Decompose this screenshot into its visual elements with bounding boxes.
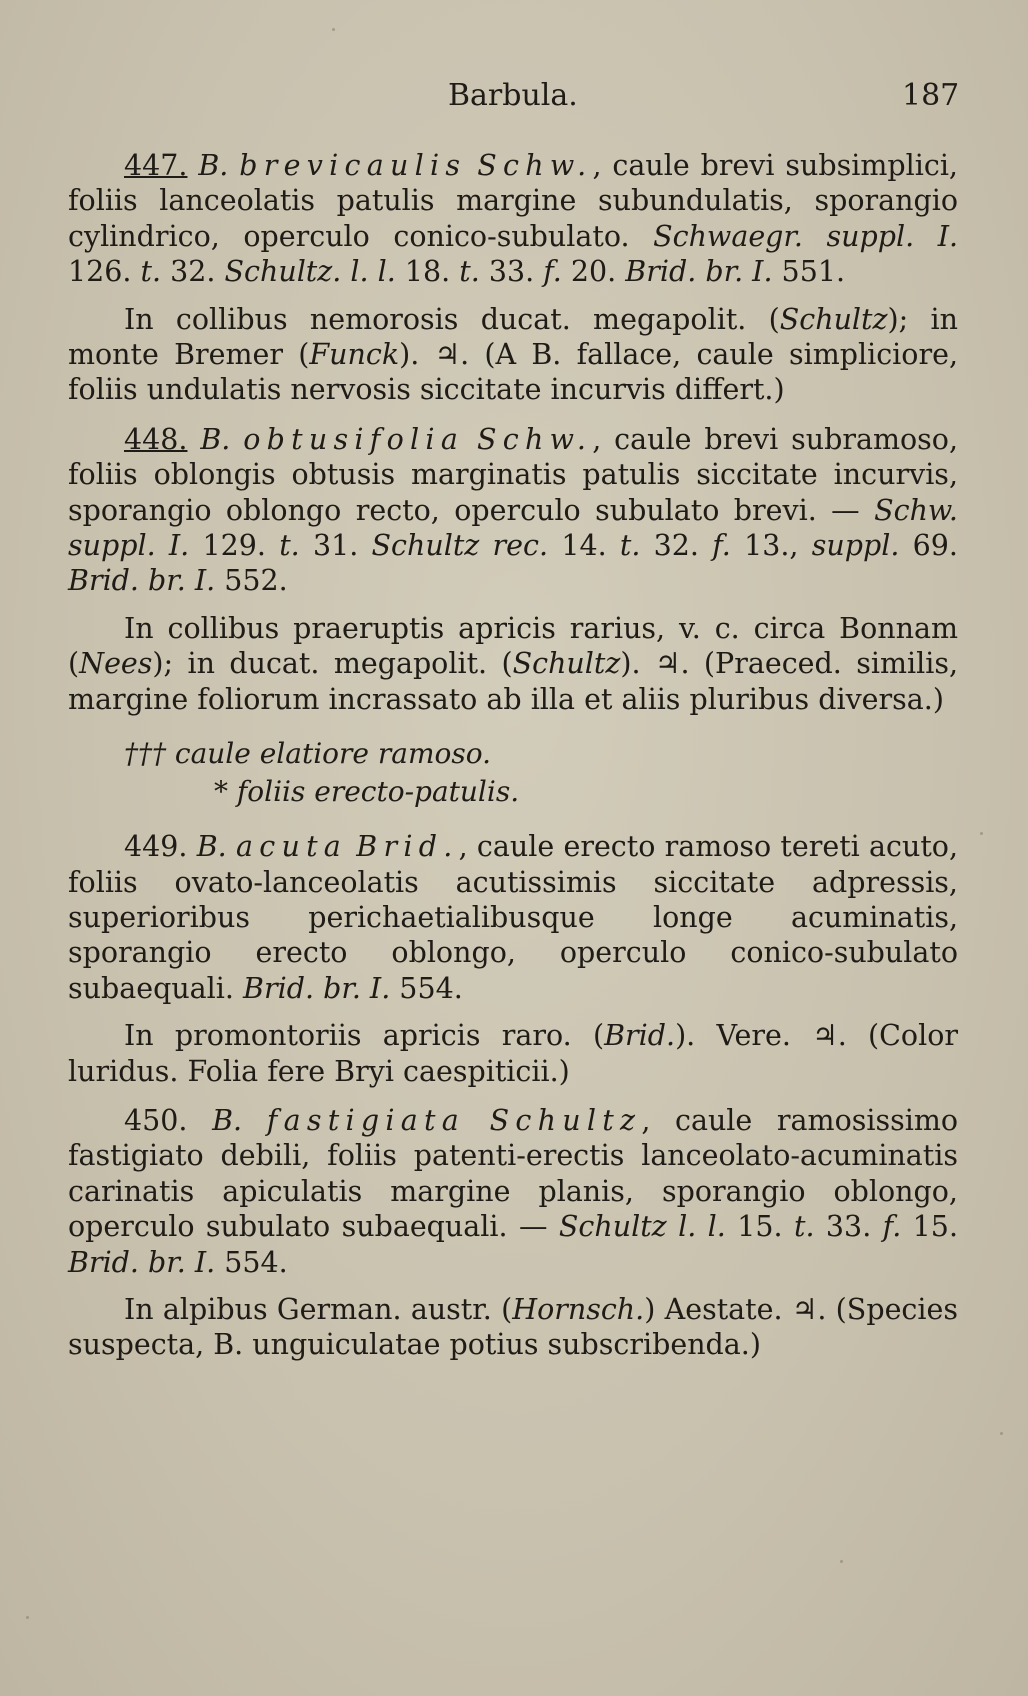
citation-text: 15. bbox=[901, 1210, 959, 1244]
citation-text: 33. bbox=[814, 1210, 883, 1244]
diagnosis-text: , caule brevi subsimplici, foliis lanceolatis patulis margine subundulatis, sporangio cylindrico, operculo conico-subulato. bbox=[68, 149, 958, 253]
species-entry-449 bbox=[68, 829, 958, 1089]
entry-number: 449. bbox=[124, 830, 188, 864]
species-author: Schultz bbox=[489, 1103, 642, 1137]
genus-abbr: B. bbox=[198, 149, 229, 182]
species-name: fastigiata bbox=[266, 1103, 465, 1137]
habitat-text: ). ♃. (Praeced. similis, margine foliorum incrassato ab illa et aliis pluribus diversa.) bbox=[68, 647, 959, 716]
citation-text: 129. bbox=[189, 529, 280, 563]
diagnosis-text: , caule brevi subramoso, foliis oblongis obtusis marginatis patulis siccitate incurvis, sporangio oblongo recto, operculo subulato brevi. — bbox=[68, 422, 959, 527]
citation-text: 18. bbox=[395, 255, 460, 289]
citation: Schultz. l. l. bbox=[224, 255, 396, 289]
citation-text: 552. bbox=[215, 564, 288, 598]
entry-number: 447. bbox=[124, 149, 188, 182]
species-entry-448 bbox=[68, 422, 958, 717]
paper-speck bbox=[26, 1616, 29, 1619]
citation: t. bbox=[279, 529, 300, 563]
paper-speck bbox=[840, 1560, 843, 1563]
species-description bbox=[68, 422, 958, 599]
diagnosis-text: , caule ramosissimo fastigiato debili, foliis patenti-erectis lanceolato-acuminatis carinatis apiculatis margine planis, sporangio oblongo, operculo subulato subaequali. — bbox=[68, 1103, 959, 1244]
citation-text: 551. bbox=[772, 255, 846, 289]
citation: t. bbox=[459, 255, 480, 289]
citation: Brid. br. I. bbox=[68, 564, 216, 598]
habitat-text: ) Aestate. ♃. (Species suspecta, B. unguiculatae potius subscribenda.) bbox=[68, 1292, 959, 1362]
division-heading: ††† caule elatiore ramoso. bbox=[124, 737, 491, 771]
citation: f. bbox=[882, 1210, 902, 1244]
citation-text: 32. bbox=[640, 529, 713, 563]
genus-abbr: B. bbox=[196, 830, 227, 864]
habitat-note bbox=[68, 611, 958, 717]
habitat-text: ); in ducat. megapolit. ( bbox=[152, 647, 513, 681]
species-name: obtusifolia bbox=[243, 422, 465, 456]
paper-speck bbox=[332, 28, 335, 31]
citation: f. bbox=[712, 529, 731, 563]
species-entry-450 bbox=[68, 1103, 958, 1363]
habitat-text: ). Vere. ♃. (Color luridus. Folia fere Bryi caespiticii.) bbox=[68, 1019, 958, 1088]
habitat-text: In collibus praeruptis apricis rarius, v. c. circa Bonnam ( bbox=[68, 611, 958, 681]
species-author: Brid. bbox=[356, 830, 459, 864]
citation: t. bbox=[794, 1210, 815, 1244]
habitat-note bbox=[68, 1292, 958, 1363]
collector-name: Brid. bbox=[604, 1019, 676, 1053]
collector-name: Schultz bbox=[512, 647, 621, 681]
diagnosis-text: , caule erecto ramoso tereti acuto, foliis ovato-lanceolatis acutissimis siccitate adpressis, superioribus perichaetialibusque longe acuminatis, sporangio erecto oblongo, operculo conico-subulato subaequali. bbox=[68, 830, 959, 1005]
species-description bbox=[68, 148, 958, 290]
citation-text: 31. bbox=[299, 529, 372, 563]
citation-text: 554. bbox=[215, 1245, 288, 1279]
habitat-text: ). ♃. (A B. fallace, caule simpliciore, foliis undulatis nervosis siccitate incurvis differt.) bbox=[68, 338, 959, 407]
citation: Schultz l. l. bbox=[558, 1210, 726, 1244]
habitat-note bbox=[68, 302, 958, 408]
citation: suppl. bbox=[811, 529, 900, 563]
citation-text: 554. bbox=[390, 971, 463, 1005]
genus-abbr: B. bbox=[212, 1103, 243, 1137]
citation: t. bbox=[140, 255, 162, 289]
habitat-note bbox=[68, 1018, 958, 1089]
citation: Brid. br. I. bbox=[243, 971, 391, 1005]
genus-abbr: B. bbox=[200, 422, 231, 456]
citation-text: 126. bbox=[68, 255, 141, 289]
species-name: brevicaulis bbox=[239, 149, 467, 182]
species-entry-447 bbox=[68, 148, 958, 408]
citation: Brid. br. I. bbox=[625, 255, 773, 289]
citation: Schw. suppl. I. bbox=[68, 493, 958, 563]
collector-name: Hornsch. bbox=[512, 1292, 645, 1326]
species-name: acuta bbox=[235, 830, 348, 864]
paper-speck bbox=[1000, 1432, 1003, 1435]
subdivision-heading: * foliis erecto-patulis. bbox=[214, 775, 520, 809]
citation: f. bbox=[543, 255, 562, 289]
collector-name: Funck bbox=[309, 338, 400, 372]
page-number: 187 bbox=[902, 78, 960, 113]
collector-name: Nees bbox=[79, 647, 153, 681]
citation-text: 69. bbox=[899, 529, 958, 563]
species-description bbox=[68, 1103, 958, 1280]
habitat-text: In promontoriis apricis raro. ( bbox=[124, 1019, 605, 1053]
citation-text: 14. bbox=[548, 529, 620, 563]
species-description bbox=[68, 829, 958, 1006]
citation: t. bbox=[619, 529, 641, 563]
citation-text: 33. bbox=[479, 255, 544, 289]
citation-text: 15. bbox=[725, 1210, 794, 1244]
page-header bbox=[0, 78, 1028, 118]
entry-number: 450. bbox=[124, 1103, 188, 1137]
citation-text: 13., bbox=[730, 529, 812, 563]
habitat-text: In alpibus German. austr. ( bbox=[124, 1292, 513, 1326]
citation: Brid. br. I. bbox=[68, 1245, 216, 1279]
citation-text: 32. bbox=[161, 255, 225, 289]
habitat-text: ); in monte Bremer ( bbox=[68, 302, 958, 372]
habitat-text: In collibus nemorosis ducat. megapolit. ( bbox=[124, 302, 780, 336]
entry-number: 448. bbox=[124, 422, 188, 456]
citation: Schwaegr. suppl. I. bbox=[653, 219, 959, 253]
species-author: Schw. bbox=[476, 422, 593, 456]
paper-speck bbox=[980, 832, 983, 835]
species-author: Schw. bbox=[477, 149, 593, 182]
citation-text: 20. bbox=[561, 255, 626, 289]
running-title: Barbula. bbox=[448, 78, 578, 113]
citation: Schultz rec. bbox=[371, 529, 549, 563]
collector-name: Schultz bbox=[779, 302, 888, 336]
page-body bbox=[68, 148, 958, 1377]
